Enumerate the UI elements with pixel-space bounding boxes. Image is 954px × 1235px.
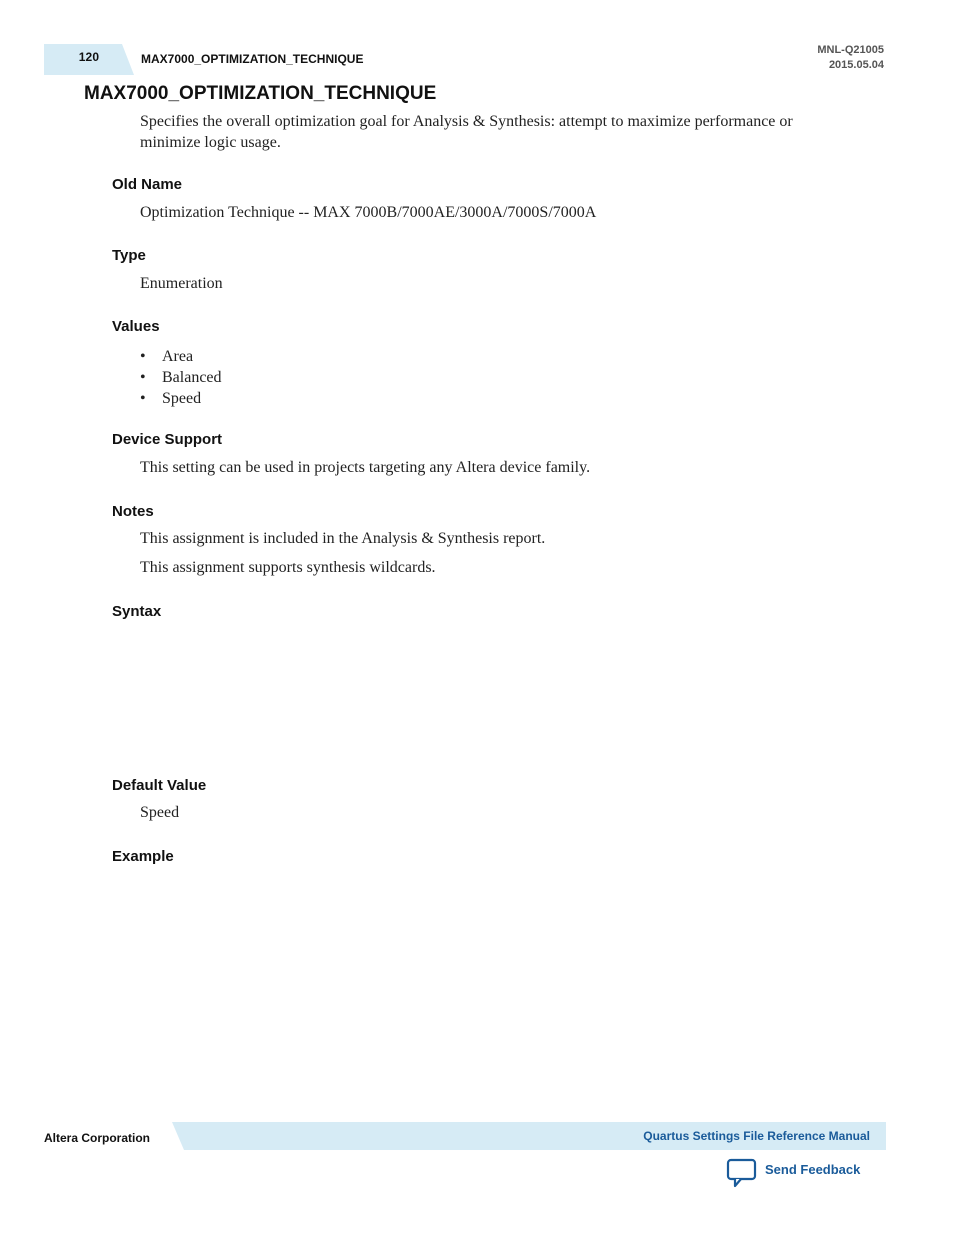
doc-date: 2015.05.04 (828, 59, 884, 71)
default-value-heading: Default Value (112, 777, 207, 794)
type-heading: Type (112, 247, 146, 264)
footer-manual-title[interactable]: Quartus Settings File Reference Manual (643, 1129, 870, 1143)
type-text: Enumeration (140, 275, 223, 292)
value-label: Speed (162, 390, 202, 407)
doc-id: MNL-Q21005 (817, 44, 884, 56)
bullet-icon: • (140, 390, 146, 407)
values-list (140, 346, 222, 409)
running-title: MAX7000_OPTIMIZATION_TECHNIQUE (141, 52, 364, 66)
list-item (140, 388, 222, 409)
device-support-text: This setting can be used in projects targeting any Altera device family. (140, 459, 591, 476)
old-name-text: Optimization Technique -- MAX 7000B/7000AE/3000A/7000S/7000A (140, 204, 597, 221)
values-heading: Values (112, 318, 160, 335)
page-title: MAX7000_OPTIMIZATION_TECHNIQUE (84, 83, 437, 104)
bullet-icon: • (140, 369, 146, 386)
footer-company: Altera Corporation (44, 1131, 151, 1145)
example-heading: Example (112, 848, 174, 865)
page-number: 120 (78, 50, 100, 64)
list-item (140, 346, 222, 367)
bullet-icon: • (140, 348, 146, 365)
intro-paragraph: Specifies the overall optimization goal for Analysis & Synthesis: attempt to maximize performance or minimize logic usage. (140, 113, 793, 151)
header-doc-info (817, 43, 884, 73)
device-support-heading: Device Support (112, 431, 223, 448)
default-value-text: Speed (140, 804, 180, 821)
syntax-heading: Syntax (112, 603, 162, 620)
send-feedback-label[interactable]: Send Feedback (765, 1162, 861, 1177)
notes-line-2: This assignment supports synthesis wildcards. (140, 559, 436, 576)
value-label: Balanced (162, 369, 222, 386)
notes-heading: Notes (112, 503, 154, 520)
list-item (140, 367, 222, 388)
notes-line-1: This assignment is included in the Analysis & Synthesis report. (140, 530, 546, 547)
speech-bubble-icon[interactable] (726, 1158, 758, 1188)
value-label: Area (162, 348, 194, 365)
old-name-heading: Old Name (112, 176, 183, 193)
send-feedback-link[interactable] (726, 1158, 866, 1188)
